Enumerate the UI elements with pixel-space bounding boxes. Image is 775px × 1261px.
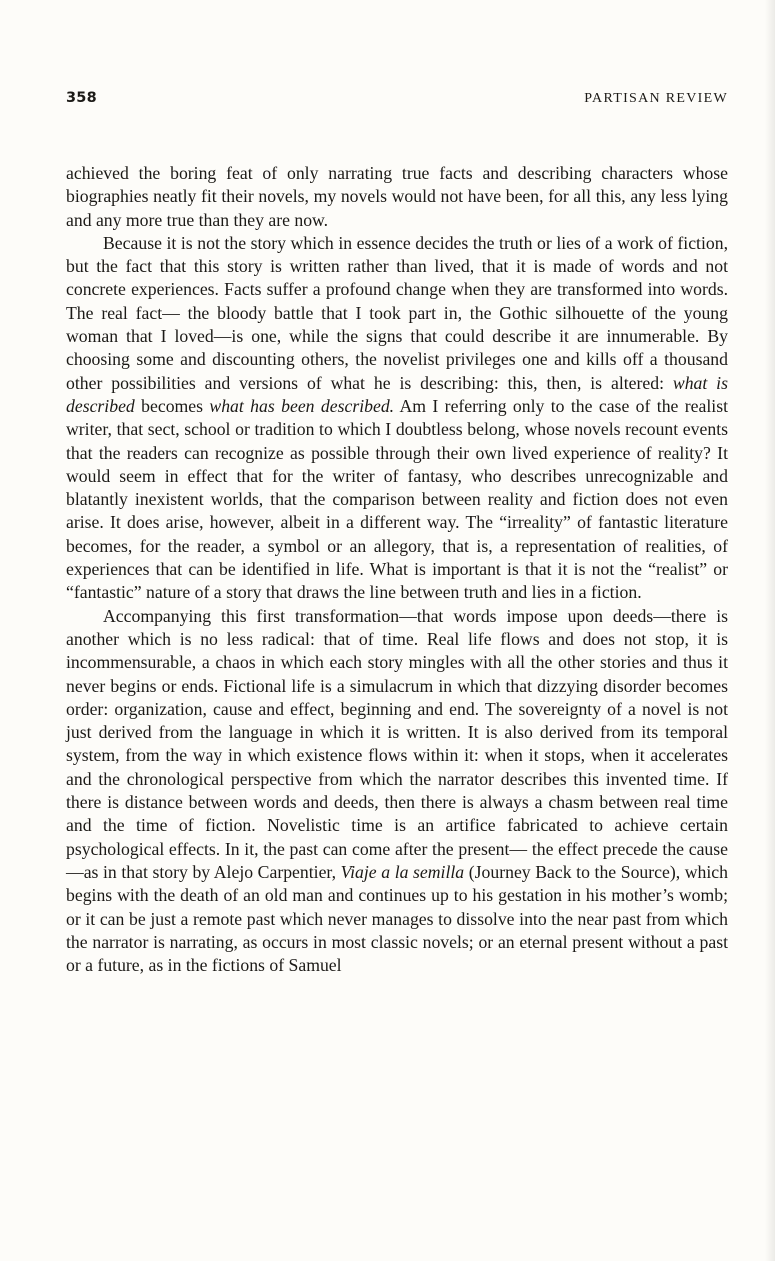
- book-page: [66, 0, 728, 1261]
- italic-phrase: Viaje a la semilla: [340, 861, 465, 882]
- italic-phrase: what is described: [66, 372, 728, 416]
- paragraph-time: [66, 605, 728, 978]
- text-run: Because it is not the story which in essence decides the truth or lies of a work of fiction, but the fact that this story is written rather than lived, that it is made of words and not concrete experiences. Facts suffer a profound change when they are transformed into words. The real fact— the bloody battle that I took part in, the Gothic silhouette of the young woman that I loved—is one, while the signs that could describe it are innumerable. By choosing some and discounting others, the novelist privileges one and kills off a thousand other possibilities and versions of what he is describing: this, then, is altered:: [66, 232, 728, 393]
- text-run: becomes: [134, 395, 210, 416]
- italic-phrase: what has been described.: [209, 395, 395, 416]
- page-edge-shadow: [765, 0, 775, 1261]
- text-run: Accompanying this first transformation—that words impose upon deeds—there is another which is no less radical: that of time. Real life flows and does not stop, it is incommensurable, a chaos in which each story mingles with all the other stories and thus it never begins or ends. Fictional life is a simulacrum in which that dizzying disorder becomes order: organization, cause and effect, beginning and end. The sovereignty of a novel is not just derived from the language in which it is written. It is also derived from its temporal system, from the way in which existence flows within it: when it stops, when it accelerates and the chronological perspective from which the narrator describes this invented time. If there is distance between words and deeds, then there is always a chasm between real time and the time of fiction. Novelistic time is an artifice fabricated to achieve certain psychological effects. In it, the past can come after the present— the effect precede the cause—as in that story by Alejo Carpentier,: [66, 605, 728, 882]
- paragraph-fact-and-fiction: [66, 232, 728, 605]
- text-run: achieved the boring feat of only narrating true facts and describing characters whose biographies neatly fit their novels, my novels would not have been, for all this, any less lying and any more true than they are now.: [66, 163, 728, 230]
- running-head: [66, 90, 728, 114]
- journal-title: PARTISAN REVIEW: [584, 91, 728, 106]
- text-run: Am I referring only to the case of the realist writer, that sect, school or tradition to which I doubtless belong, whose novels recount events that the readers can recognize as possible through their own lived experience of reality? It would seem in effect that for the writer of fantasy, who describes unrecognizable and blatantly inexistent worlds, that the comparison between reality and fiction does not even arise. It does arise, however, albeit in a different way. The “irreality” of fantastic literature becomes, for the reader, a symbol or an allegory, that is, a representation of realities, of experiences that can be identified in life. What is important is that it is not the “realist” or “fantastic” nature of a story that draws the line between truth and lies in a fiction.: [66, 395, 728, 603]
- text-run: (Journey Back to the Source), which begins with the death of an old man and continues up to his gestation in his mother’s womb; or it can be just a remote past which never manages to dissolve into the near past from which the narrator is narrating, as occurs in most classic novels; or an eternal present without a past or a future, as in the fictions of Samuel: [66, 861, 728, 976]
- paragraph-continued: [66, 162, 728, 232]
- page-number: 358: [66, 90, 97, 106]
- body-text: [66, 162, 728, 977]
